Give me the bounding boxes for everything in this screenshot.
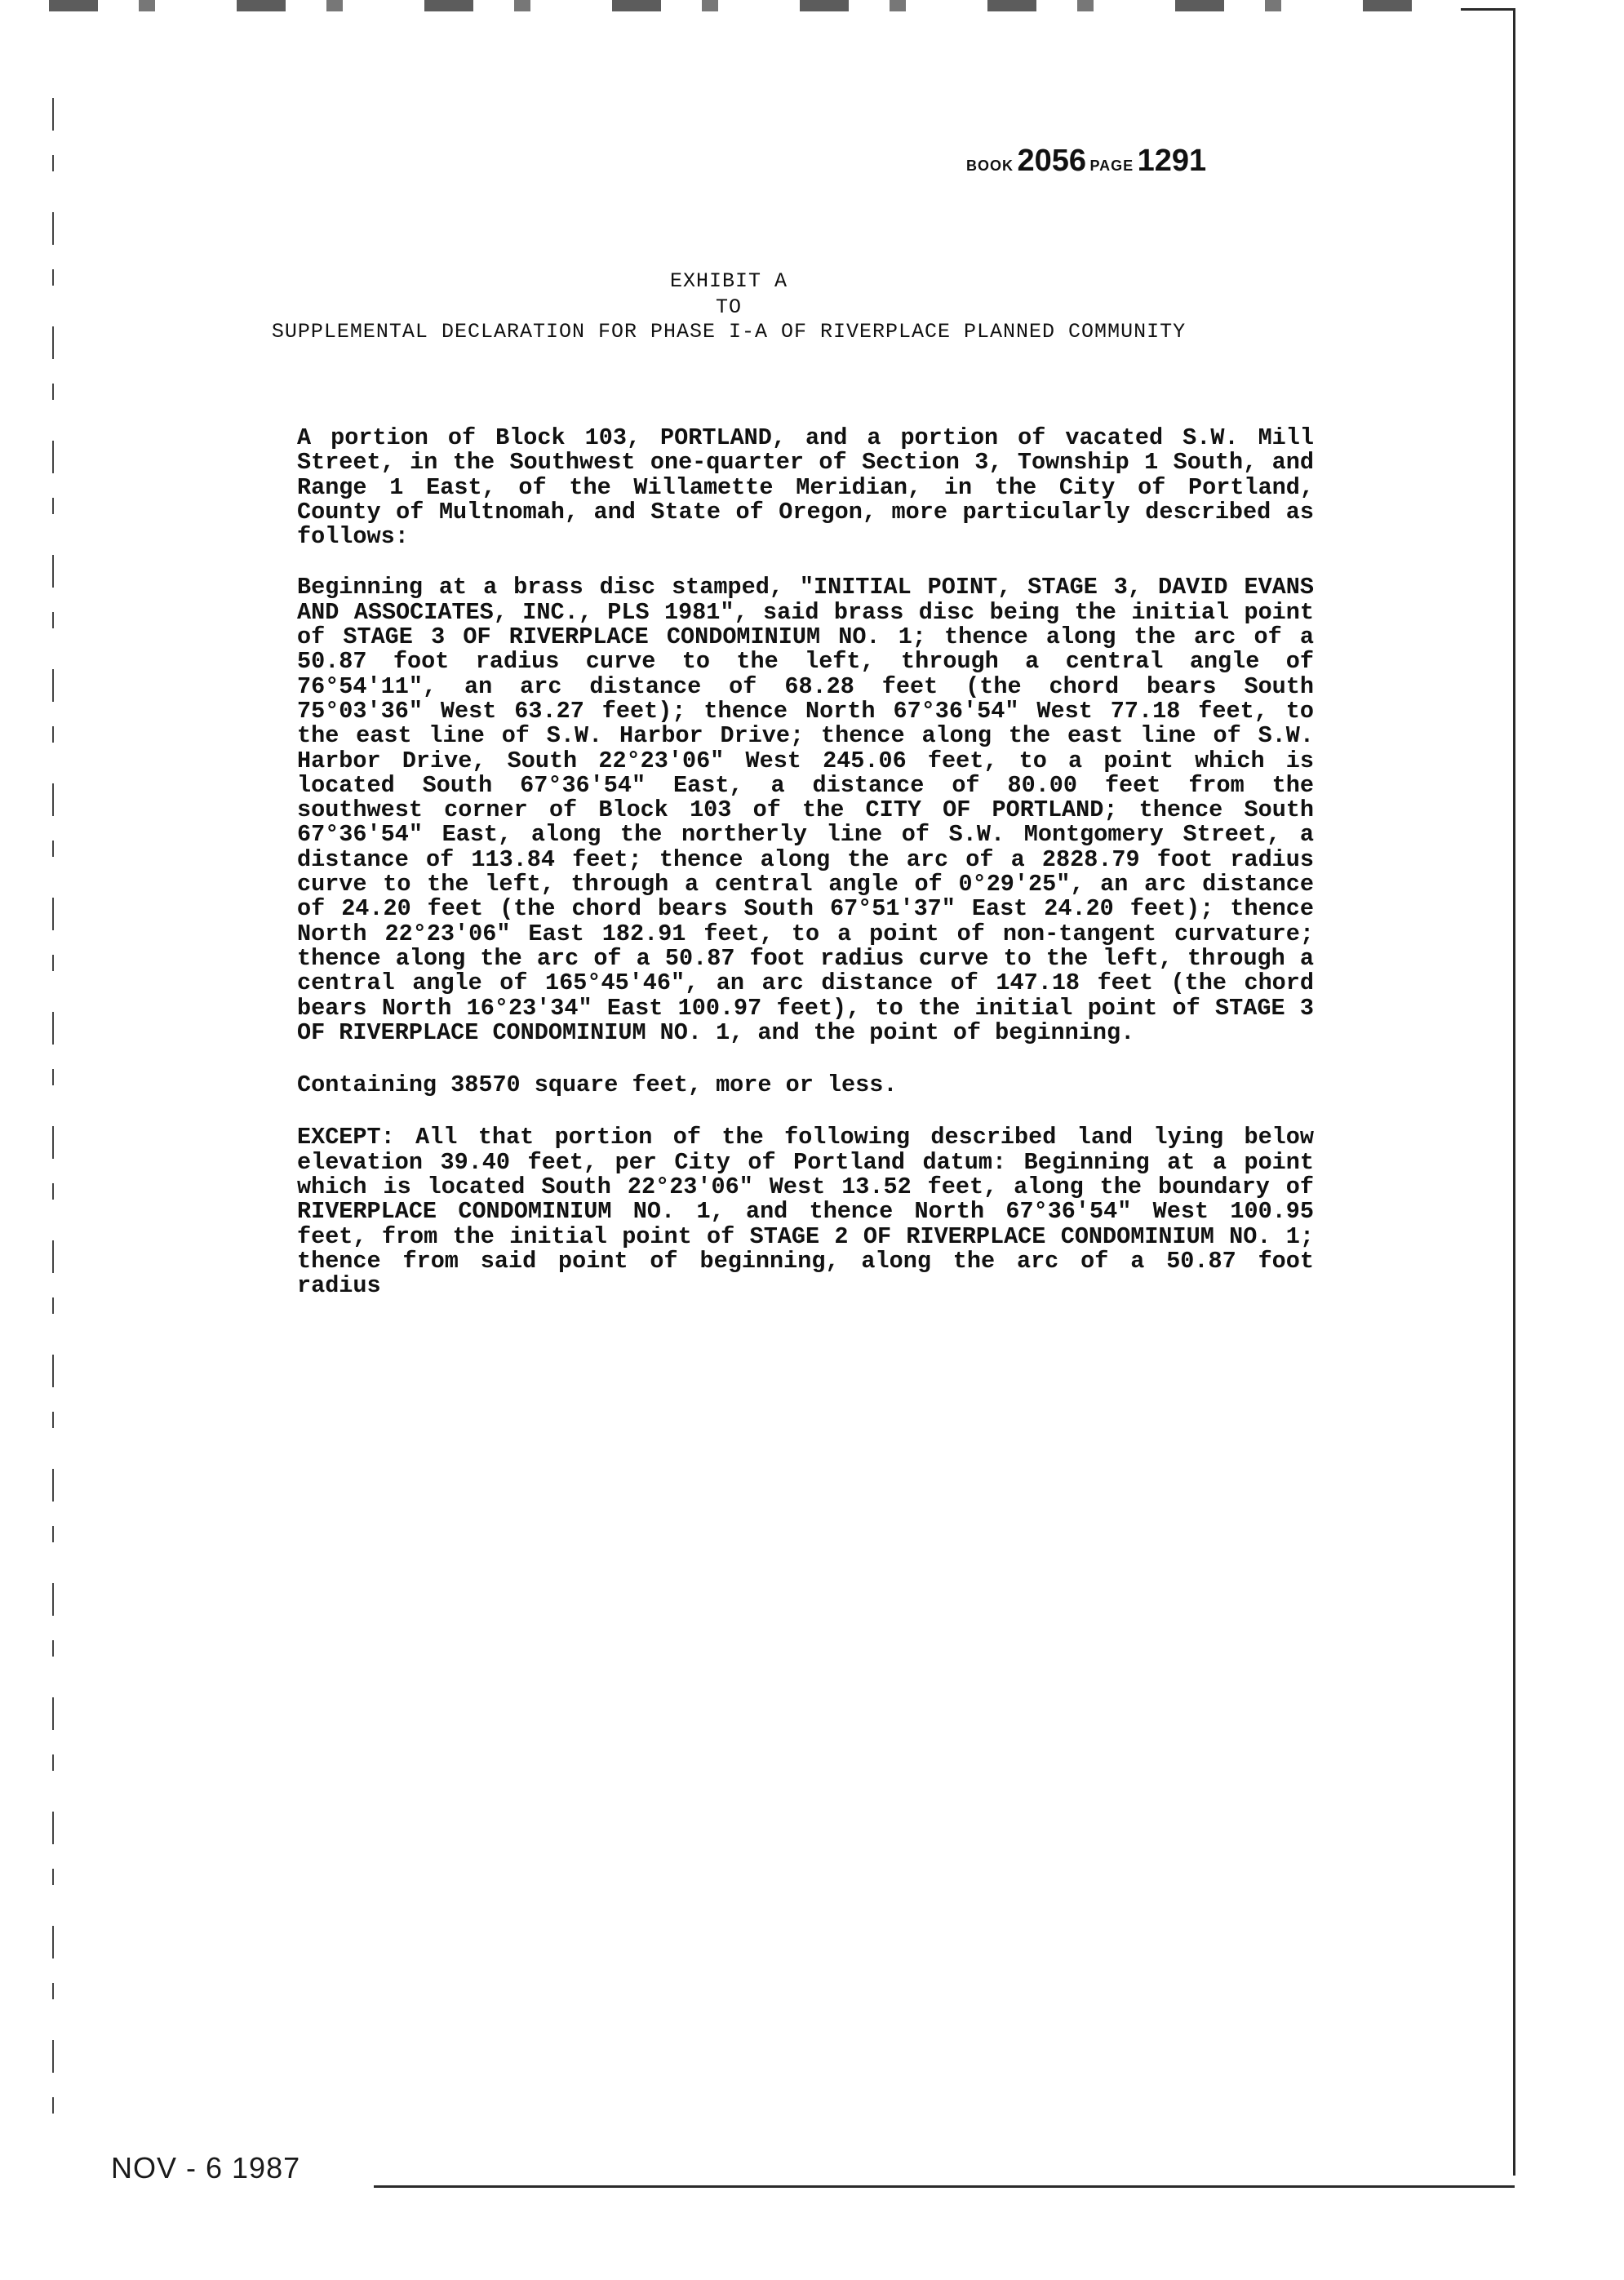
date-stamp: NOV - 6 1987	[111, 2151, 301, 2185]
exhibit-title: EXHIBIT A	[669, 269, 788, 293]
page-label: PAGE	[1089, 157, 1134, 174]
legal-description	[297, 426, 1314, 1324]
book-label: BOOK	[966, 157, 1014, 174]
paragraph-area: Containing 38570 square feet, more or less.	[297, 1071, 898, 1099]
page-number: 1291	[1137, 144, 1207, 178]
exhibit-to: TO	[715, 295, 742, 319]
paragraph-parcel-description: A portion of Block 103, PORTLAND, and a portion of vacated S.W. Mill Street, in the Southwest one-quarter of Section 3, Township 1 South, and Range 1 East, of the Willamette Meridian, in the City of Portland, County of Multnomah, and State of Oregon, more particularly described as follows:	[297, 424, 1314, 551]
frame-bottom-line	[374, 2185, 1515, 2188]
book-page-reference	[966, 144, 1206, 179]
left-margin-artifact	[52, 98, 54, 2138]
frame-right-line	[1513, 8, 1515, 2176]
paragraph-metes-and-bounds: Beginning at a brass disc stamped, "INITIAL POINT, STAGE 3, DAVID EVANS AND ASSOCIATES, INC., PLS 1981", said brass disc being the initial point of STAGE 3 OF RIVERPLACE CONDOMINIUM NO. 1; thence along the arc of a 50.87 foot radius curve to the left, through a central angle of 76°54'11", an arc distance of 68.28 feet (the chord bears South 75°03'36" West 63.27 feet); thence North 67°36'54" West 77.18 feet, to the east line of S.W. Harbor Drive; thence along the east line of S.W. Harbor Drive, South 22°23'06" West 245.06 feet, to a point which is located South 67°36'54" East, a distance of 80.00 feet from the southwest corner of Block 103 of the CITY OF PORTLAND; thence South 67°36'54" East, along the northerly line of S.W. Montgomery Street, a distance of 113.84 feet; thence along the arc of a 2828.79 foot radius curve to the left, through a central angle of 0°29'25", an arc distance of 24.20 feet (the chord bears South 67°51'37" East 24.20 feet); thence North 22°23'06" East 182.91 feet, to a point of non-tangent curvature; thence along the arc of a 50.87 foot radius curve to the left, through a central angle of 165°45'46", an arc distance of 147.18 feet (the chord bears North 16°23'34" East 100.97 feet), to the initial point of STAGE 3 OF RIVERPLACE CONDOMINIUM NO. 1, and the point of beginning.	[297, 574, 1314, 1046]
book-number: 2056	[1017, 144, 1086, 178]
scan-edge-artifact	[49, 0, 1453, 11]
exhibit-subtitle: SUPPLEMENTAL DECLARATION FOR PHASE I-A OF RIVERPLACE PLANNED COMMUNITY	[271, 320, 1187, 344]
paragraph-exception: EXCEPT: All that portion of the following described land lying below elevation 39.40 feet, per City of Portland datum: Beginning at a point which is located South 22°23'06" West 13.52 feet, along the boundary of RIVERPLACE CONDOMINIUM NO. 1, and thence North 67°36'54" West 100.95 feet, from the initial point of STAGE 2 OF RIVERPLACE CONDOMINIUM NO. 1; thence from said point of beginning, along the arc of a 50.87 foot radius	[297, 1124, 1314, 1300]
frame-top-line	[1461, 8, 1515, 11]
